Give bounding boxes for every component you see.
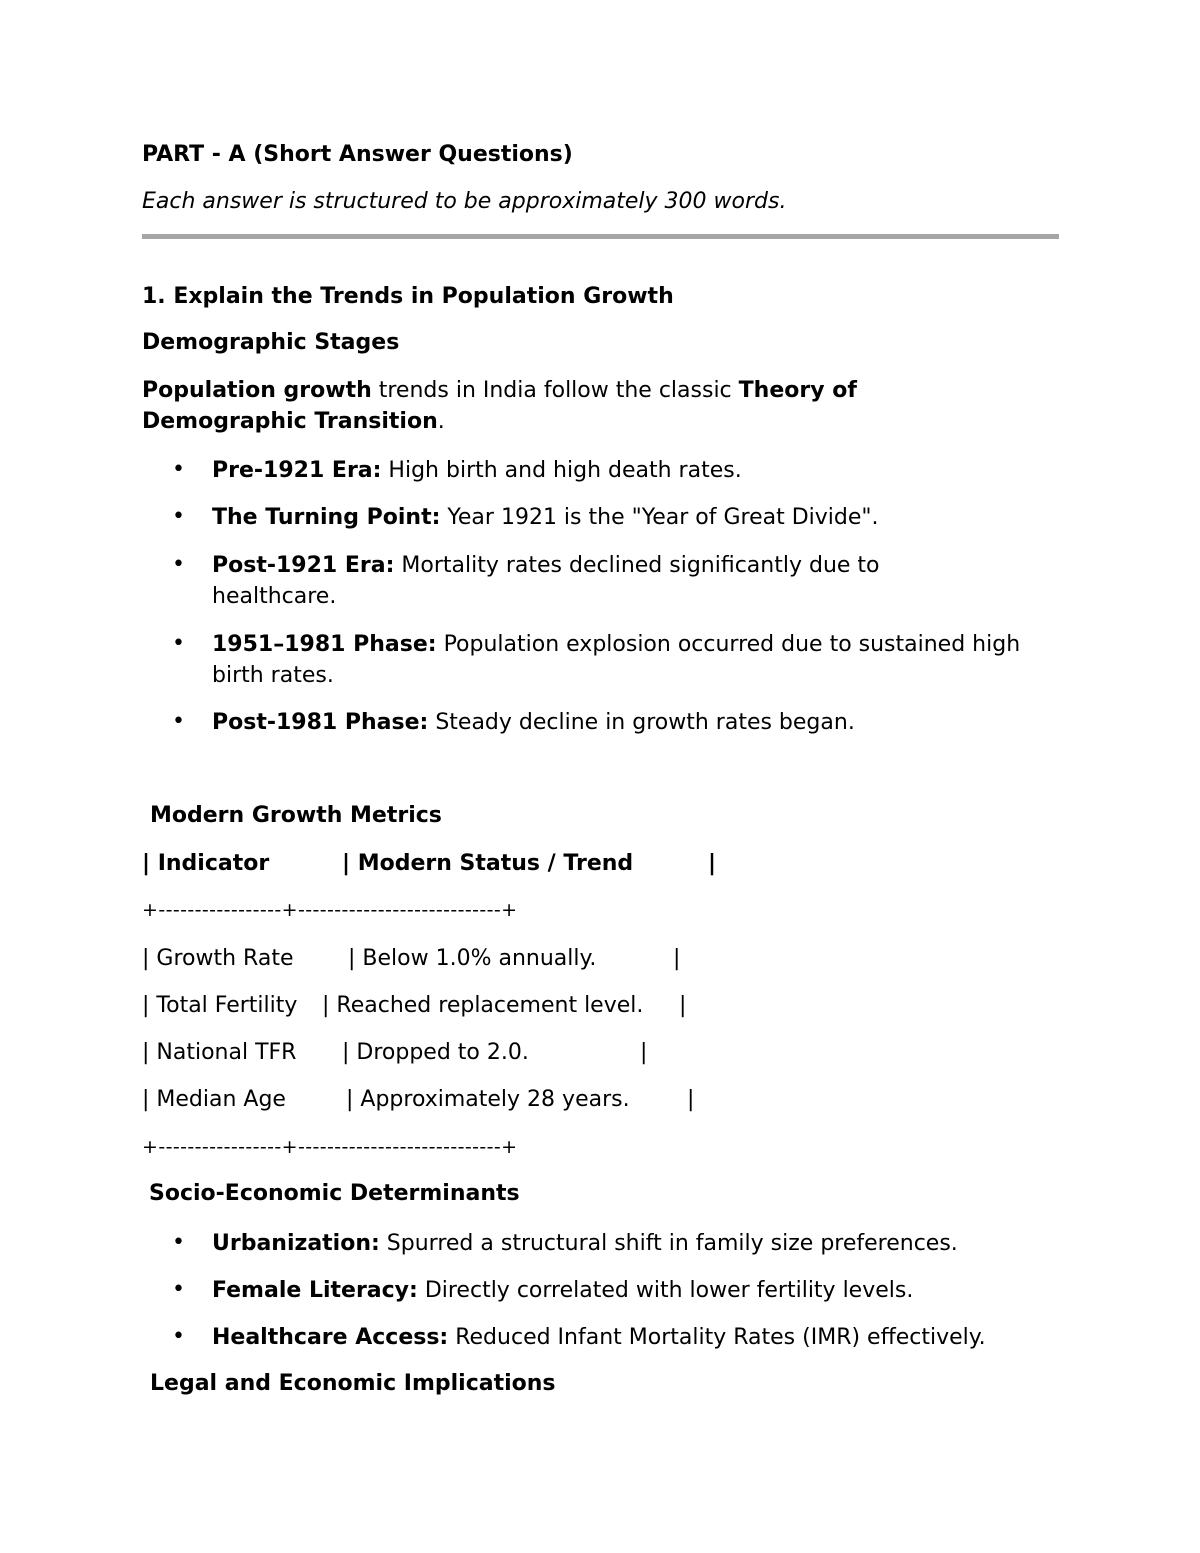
determinant-text: Reduced Infant Mortality Rates (IMR) effectively. — [448, 1325, 986, 1350]
intro-paragraph-line-2 — [142, 407, 445, 437]
stage-text: High birth and high death rates. — [381, 458, 742, 483]
table-cell-indicator: | Median Age — [142, 1087, 286, 1112]
bullet-icon: • — [172, 709, 185, 734]
bullet-icon: • — [172, 1277, 185, 1302]
section-heading-legal-economic: Legal and Economic Implications — [150, 1371, 556, 1396]
stage-text: Steady decline in growth rates began. — [428, 710, 855, 735]
list-item-determinant — [212, 1275, 1052, 1306]
section-heading-determinants: Socio-Economic Determinants — [149, 1181, 520, 1206]
intro-text-end: . — [437, 409, 445, 434]
bullet-icon: • — [172, 1324, 185, 1349]
stage-label: 1951–1981 Phase: — [212, 632, 437, 657]
part-title: PART - A (Short Answer Questions) — [142, 142, 573, 167]
part-subtitle: Each answer is structured to be approximately 300 words. — [142, 189, 787, 214]
stage-label: Post-1921 Era: — [212, 553, 395, 578]
determinant-label: Female Literacy: — [212, 1278, 418, 1303]
stage-text: Mortality rates declined significantly due to healthcare. — [212, 553, 880, 609]
list-item-stage — [212, 629, 1032, 691]
section-heading-modern-metrics: Modern Growth Metrics — [150, 803, 442, 828]
bullet-icon: • — [172, 1230, 185, 1255]
table-header-end: | — [708, 851, 717, 876]
bullet-icon: • — [172, 457, 185, 482]
question-title: 1. Explain the Trends in Population Growth — [142, 284, 674, 309]
horizontal-rule — [142, 234, 1059, 239]
table-separator: +-----------------+----------------------------+ — [142, 899, 518, 921]
table-cell-indicator: | Total Fertility — [142, 993, 298, 1018]
list-item-stage — [212, 707, 1052, 738]
intro-bold-theory: Theory of — [738, 378, 857, 403]
table-cell-end: | — [673, 946, 681, 971]
table-cell-end: | — [640, 1040, 648, 1065]
list-item-stage — [212, 550, 972, 612]
table-cell-end: | — [679, 993, 687, 1018]
intro-text: trends in India follow the classic — [371, 378, 739, 403]
stage-label: Pre-1921 Era: — [212, 458, 382, 483]
stage-label: The Turning Point: — [212, 505, 441, 530]
table-cell-indicator: | Growth Rate — [142, 946, 294, 971]
table-cell-end: | — [687, 1087, 695, 1112]
intro-paragraph-line-1 — [142, 376, 857, 406]
determinant-label: Healthcare Access: — [212, 1325, 449, 1350]
table-separator: +-----------------+----------------------------+ — [142, 1136, 518, 1158]
bullet-icon: • — [172, 504, 185, 529]
intro-bold-term: Population growth — [142, 378, 372, 403]
stage-text: Year 1921 is the "Year of Great Divide". — [440, 505, 879, 530]
bullet-icon: • — [172, 631, 185, 656]
stage-text: Population explosion occurred due to sustained high birth rates. — [212, 632, 1021, 688]
table-cell-status: | Reached replacement level. — [322, 993, 644, 1018]
determinant-text: Directly correlated with lower fertility levels. — [417, 1278, 914, 1303]
bullet-icon: • — [172, 552, 185, 577]
table-cell-status: | Approximately 28 years. — [346, 1087, 630, 1112]
list-item-determinant — [212, 1322, 1052, 1353]
list-item-stage — [212, 455, 1052, 486]
list-item-determinant — [212, 1228, 1052, 1259]
stage-label: Post-1981 Phase: — [212, 710, 429, 735]
table-header-indicator: | Indicator — [142, 851, 270, 876]
table-cell-status: | Dropped to 2.0. — [342, 1040, 529, 1065]
section-heading-demographic-stages: Demographic Stages — [142, 330, 400, 355]
table-header-status: | Modern Status / Trend — [342, 851, 634, 876]
intro-bold-transition: Demographic Transition — [142, 409, 438, 434]
table-cell-status: | Below 1.0% annually. — [348, 946, 597, 971]
determinant-text: Spurred a structural shift in family size preferences. — [379, 1231, 958, 1256]
table-cell-indicator: | National TFR — [142, 1040, 297, 1065]
list-item-stage — [212, 502, 1052, 533]
determinant-label: Urbanization: — [212, 1231, 380, 1256]
